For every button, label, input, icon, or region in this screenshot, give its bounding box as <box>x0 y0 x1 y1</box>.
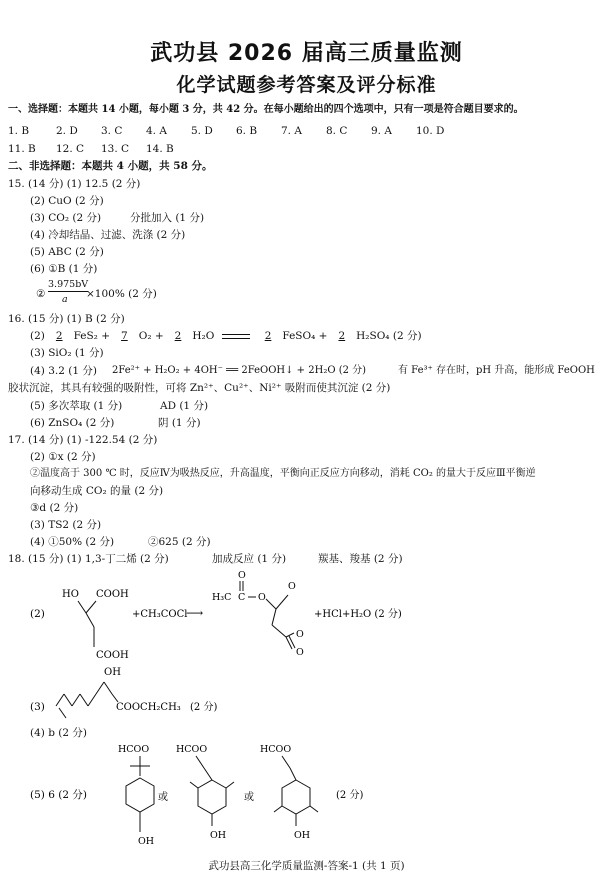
q15-fraction-prefix: ② <box>36 288 46 300</box>
q18-line: 18. (15 分) (1) 1,3-丁二烯 (2 分) <box>8 553 169 565</box>
coefficient: 2 <box>338 330 346 342</box>
q17-line: (3) TS2 (2 分) <box>30 519 102 531</box>
page-footer: 武功县高三化学质量监测-答案-1 (共 1 页) <box>208 860 405 872</box>
eq-part: O₂ + <box>138 330 164 342</box>
atom-label: O <box>296 647 304 658</box>
answer: 11. B <box>8 143 36 155</box>
answer: 9. A <box>371 125 392 137</box>
section1-heading: 一、选择题：本题共 14 小题，每小题 3 分，共 42 分。在每小题给出的四个选项中，只有一项是符合题目要求的。 <box>8 104 524 115</box>
q17-line: ③d (2 分) <box>30 502 79 514</box>
q15-line: (4) 冷却结晶、过滤、洗涤 (2 分) <box>30 229 186 241</box>
atom-label: OH <box>294 830 311 841</box>
q15-line: (3) CO₂ (2 分) <box>30 212 102 224</box>
q16-line: 有 Fe³⁺ 存在时，pH 升高，能形成 FeOOH <box>398 365 595 376</box>
q17-line: (2) ①x (2 分) <box>30 451 96 463</box>
q16-line: (6) ZnSO₄ (2 分) <box>30 417 115 429</box>
score: (2 分) <box>336 790 364 801</box>
answer: 5. D <box>191 125 213 137</box>
atom-label: O <box>238 570 246 581</box>
coefficient: 2 <box>55 330 63 342</box>
q15-fraction-denominator: a <box>62 294 68 305</box>
q15-line: (2) CuO (2 分) <box>30 195 104 207</box>
products: +HCl+H₂O (2 分) <box>314 609 402 620</box>
q18-part5-structures <box>0 738 613 850</box>
q16-line: (3) SiO₂ (1 分) <box>30 347 104 359</box>
q15-line: 15. (14 分) (1) 12.5 (2 分) <box>8 178 141 190</box>
equals-sign <box>222 334 250 339</box>
reactant-skeleton <box>78 601 96 647</box>
atom-label: COOCH₂CH₃ <box>116 702 181 713</box>
q16-line: (4) 3.2 (1 分) <box>30 365 97 377</box>
coefficient: 2 <box>174 330 182 342</box>
coefficient: 2 <box>264 330 272 342</box>
section2-heading: 二、非选择题：本题共 4 小题，共 58 分。 <box>8 160 213 172</box>
atom-label: O <box>296 629 304 640</box>
q18-part-label: (2) <box>30 608 45 620</box>
eq-part: FeS₂ + <box>73 330 111 342</box>
answer: 12. C <box>56 143 85 155</box>
q18-part-label: (3) <box>30 701 45 713</box>
answer: 2. D <box>56 125 78 137</box>
q18-part-label: (5) 6 (2 分) <box>30 789 87 801</box>
q17-line: ②温度高于 300 ℃ 时，反应Ⅳ为吸热反应，升高温度，平衡向正反应方向移动，消耗 CO₂ 的量大于反应Ⅲ平衡逆 <box>30 468 536 479</box>
atom-label: C <box>238 592 246 603</box>
q18-line: 加成反应 (1 分) <box>212 553 287 565</box>
q16-line: 16. (15 分) (1) B (2 分) <box>8 313 125 325</box>
atom-label: OH <box>138 836 155 847</box>
answer: 10. D <box>416 125 445 137</box>
or-label: 或 <box>158 792 168 803</box>
atom-label: HO <box>62 589 79 600</box>
answer: 13. C <box>101 143 130 155</box>
coefficient: 7 <box>121 330 128 342</box>
q15-line: (5) ABC (2 分) <box>30 246 104 258</box>
answer: 7. A <box>281 125 302 137</box>
document-subtitle: 化学试题参考答案及评分标准 <box>176 74 437 96</box>
q16-line: AD (1 分) <box>160 400 209 412</box>
q17-line: 17. (14 分) (1) -122.54 (2 分) <box>8 434 158 446</box>
score: (2 分) <box>190 702 218 713</box>
product-skeleton <box>240 581 295 649</box>
q16-line: 2Fe²⁺ + H₂O₂ + 4OH⁻ ══ 2FeOOH↓ + 2H₂O (2 分) <box>112 365 367 376</box>
answer: 4. A <box>146 125 167 137</box>
eq-part: FeSO₄ + <box>282 330 328 342</box>
q17-line: ②625 (2 分) <box>148 536 211 548</box>
atom-label: HCOO <box>176 744 208 755</box>
eq-part: H₂O <box>192 330 215 342</box>
answers-row-2 <box>8 142 174 156</box>
q18-part3-structure <box>0 664 613 724</box>
q16-line: 阴 (1 分) <box>158 417 201 429</box>
answer: 6. B <box>236 125 258 137</box>
q16-line: 胶状沉淀，其具有较强的吸附性，可将 Zn²⁺、Cu²⁺、Ni²⁺ 吸附而使其沉淀 (2 分) <box>8 382 391 394</box>
atom-label: COOH <box>96 650 129 661</box>
answer: 1. B <box>8 125 30 137</box>
atom-label: OH <box>104 667 121 678</box>
q15-fraction-suffix: ×100% (2 分) <box>86 288 157 300</box>
q15-fraction-numerator: 3.975bV <box>48 279 89 290</box>
atom-label: H₃C <box>212 592 232 603</box>
atom-label: O <box>258 592 266 603</box>
q17-line: (4) ①50% (2 分) <box>30 536 115 548</box>
q17-line: 向移动生成 CO₂ 的量 (2 分) <box>30 485 164 497</box>
answer: 3. C <box>101 125 123 137</box>
or-label: 或 <box>244 792 254 803</box>
q18-reaction-scheme <box>0 565 613 665</box>
atom-label: OH <box>210 830 227 841</box>
isomer-skeletons <box>126 756 318 832</box>
q18-line: 羰基、羧基 (2 分) <box>318 553 403 565</box>
reaction-arrow: ⟶ <box>186 606 204 620</box>
answers-row-1 <box>8 124 444 138</box>
answer: 8. C <box>326 125 348 137</box>
q16-line: (5) 多次萃取 (1 分) <box>30 400 123 412</box>
atom-label: O <box>288 581 296 592</box>
q16-equation <box>30 329 422 343</box>
atom-label: COOH <box>96 589 129 600</box>
answer: 14. B <box>146 143 174 155</box>
q18-line: (4) b (2 分) <box>30 727 87 739</box>
atom-label: HCOO <box>118 744 150 755</box>
q15-line: (6) ①B (1 分) <box>30 263 98 275</box>
eq-part: H₂SO₄ (2 分) <box>356 330 422 342</box>
reagent: +CH₃COCl <box>132 609 188 620</box>
q15-line: 分批加入 (1 分) <box>130 212 205 224</box>
diene-skeleton <box>56 682 118 718</box>
atom-label: HCOO <box>260 744 292 755</box>
eq-part: (2) <box>30 330 45 342</box>
document-title: 武功县 2026 届高三质量监测 <box>150 41 463 66</box>
